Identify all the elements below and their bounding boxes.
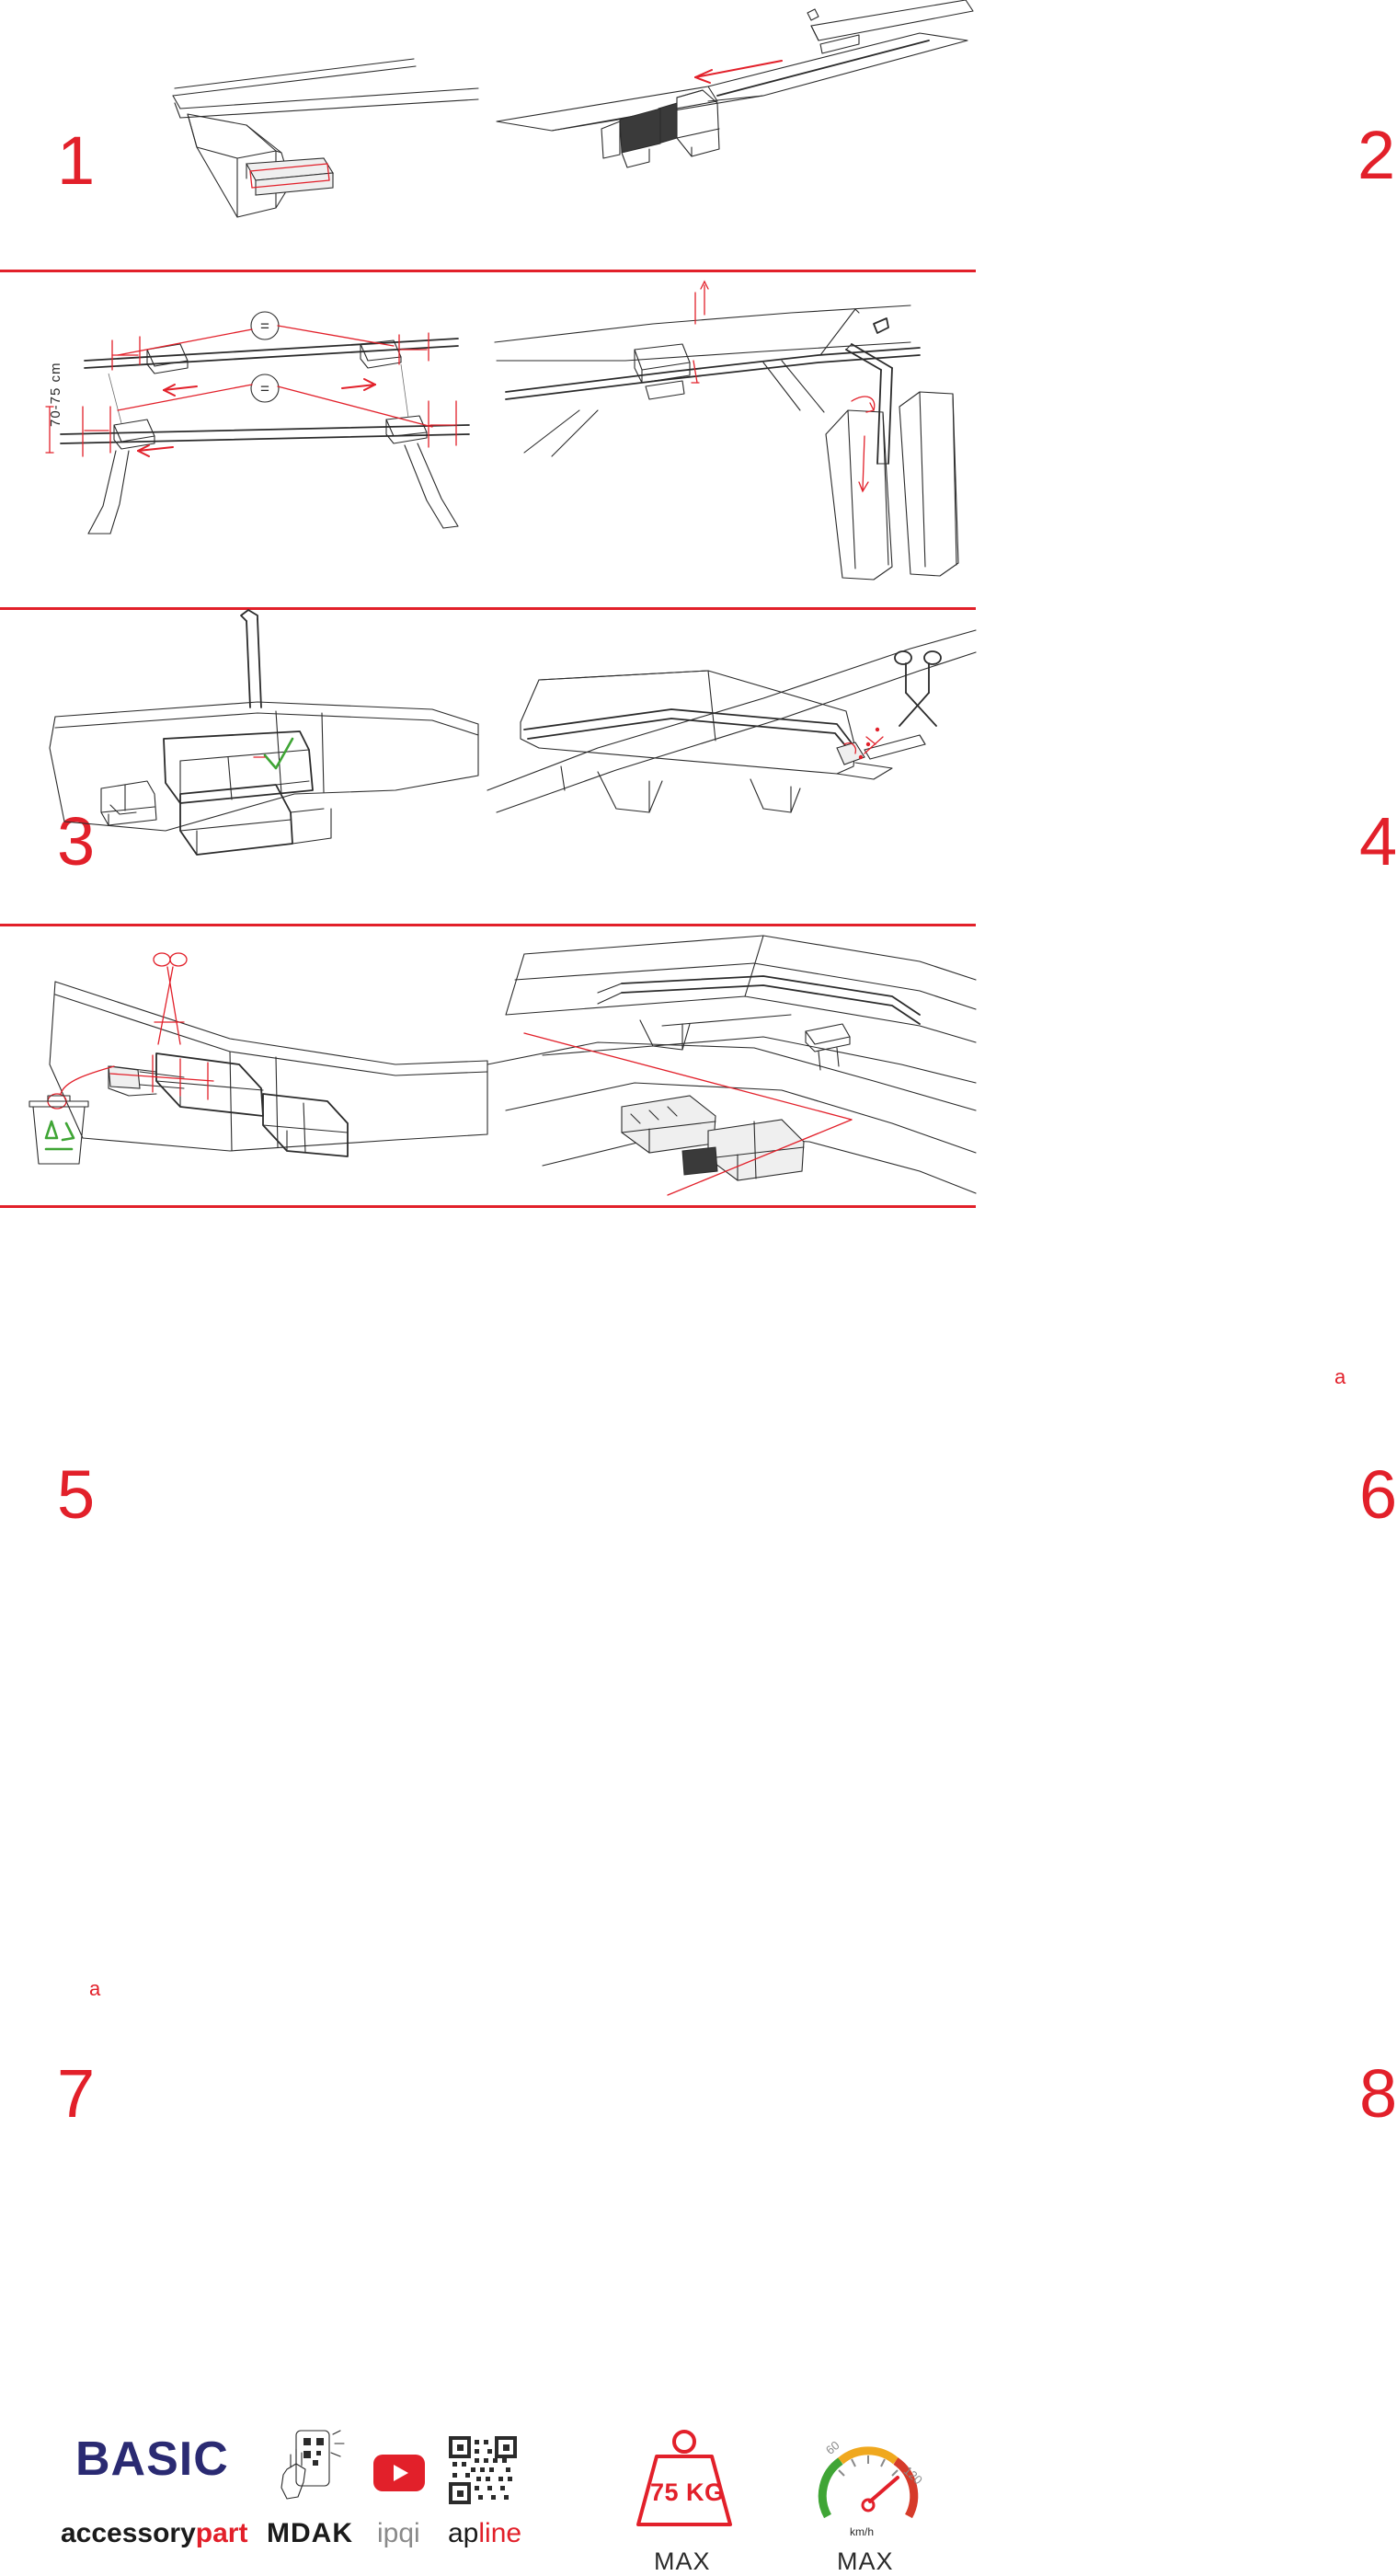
brand-ipqi-label: ipqi (377, 2518, 420, 2548)
brand-part-text: part (195, 2518, 248, 2548)
step-number-6: 6 (1359, 1456, 1397, 1533)
qr-code (449, 2436, 517, 2504)
step-8-illustration (487, 926, 976, 1205)
footer (0, 1208, 976, 2575)
step-2-illustration (487, 0, 976, 270)
part-label-a-step6: a (1334, 1365, 1346, 1388)
step-number-3: 3 (57, 803, 96, 880)
brand-apline-ap: ap (448, 2518, 479, 2548)
qr-scan-phone-icon (276, 2429, 359, 2508)
step-number-4: 4 (1359, 803, 1397, 880)
step-4-illustration (487, 272, 976, 607)
step-6-illustration (487, 610, 976, 924)
step-panel-8 (487, 926, 1397, 2132)
gauge-tick-120: 120 (900, 2463, 925, 2488)
step-panel-3 (0, 272, 487, 880)
brand-basic-wordmark: BASIC (75, 2432, 229, 2486)
step-number-2: 2 (1357, 117, 1396, 193)
step-number-7: 7 (57, 2055, 96, 2132)
step-panel-7 (0, 926, 487, 2132)
youtube-icon[interactable] (373, 2455, 425, 2491)
speed-unit-label: km/h (850, 2525, 875, 2538)
step-3-illustration (0, 272, 487, 607)
svg-text:=: = (260, 380, 269, 397)
max-load-value: 75 KG (650, 2478, 725, 2506)
step-panel-4 (487, 272, 1397, 880)
brand-mdak-label: MDAK (267, 2518, 353, 2548)
dimension-label-70-75cm: 70-75 cm (48, 362, 63, 427)
gauge-tick-60: 60 (822, 2438, 842, 2457)
svg-text:=: = (260, 317, 269, 335)
step-panel-2 (487, 0, 1396, 270)
step-7-illustration (0, 926, 487, 1205)
step-panel-6 (487, 610, 1397, 1533)
max-speed-caption: MAX (837, 2547, 894, 2575)
step-number-1: 1 (57, 122, 96, 199)
step-panel-1 (0, 0, 487, 270)
step-panel-5 (0, 610, 487, 1533)
step-number-8: 8 (1359, 2055, 1397, 2132)
brand-accessorypart-wordmark (61, 2518, 247, 2549)
step-5-illustration (0, 610, 487, 924)
max-load-caption: MAX (654, 2547, 711, 2575)
brand-accessory-text: accessory (61, 2518, 196, 2548)
part-label-a-step7: a (89, 1977, 101, 2000)
step-number-5: 5 (57, 1456, 96, 1533)
brand-apline-label (448, 2518, 521, 2549)
brand-apline-line: line (478, 2518, 522, 2548)
